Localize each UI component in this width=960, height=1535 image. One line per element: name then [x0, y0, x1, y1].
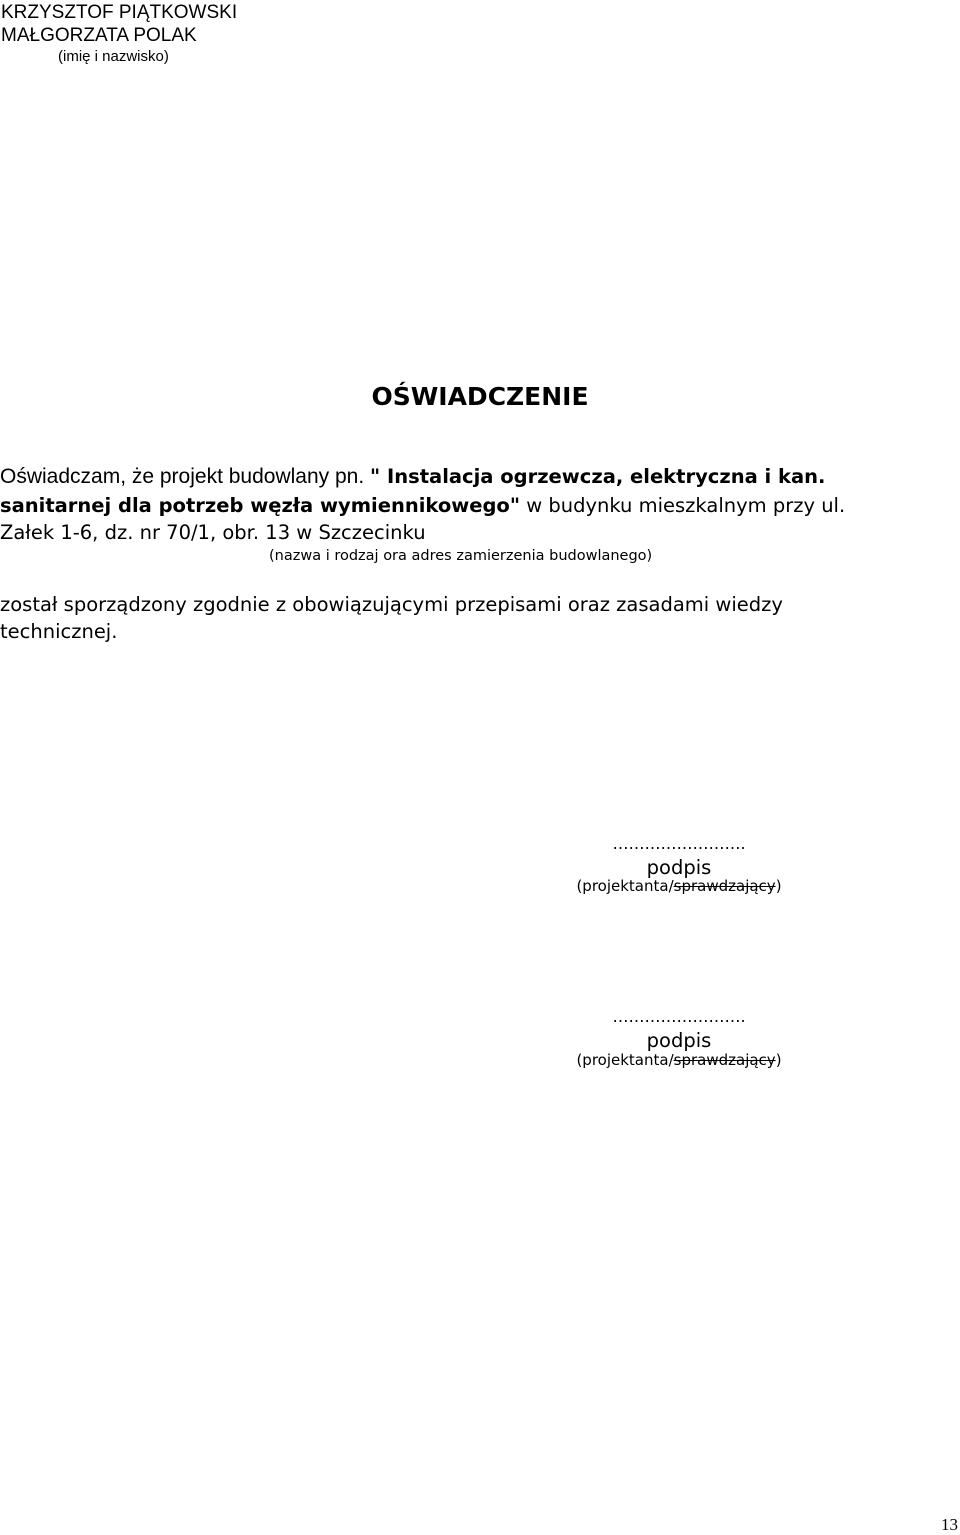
statement-line-4: został sporządzony zgodnie z obowiązującymi przepisami oraz zasadami wiedzy	[0, 593, 783, 616]
name-caption: (imię i nazwisko)	[58, 48, 169, 65]
signature-2-role-struck: sprawdzający	[673, 1051, 776, 1069]
author-name-1: KRZYSZTOF PIĄTKOWSKI	[1, 2, 238, 23]
statement-line-3: Załek 1-6, dz. nr 70/1, obr. 13 w Szczecinku	[0, 521, 426, 544]
page-number: 13	[941, 1515, 958, 1534]
signature-1-role	[449, 877, 909, 895]
statement-line-5: technicznej.	[0, 620, 118, 643]
signature-1-label: podpis	[646, 856, 712, 879]
signature-2-label: podpis	[646, 1029, 712, 1052]
signature-2-role-close: )	[775, 1051, 782, 1069]
author-name-2: MAŁGORZATA POLAK	[1, 25, 197, 46]
signature-2-role	[449, 1051, 909, 1069]
signature-1-role-open: (projektanta/	[576, 877, 674, 895]
signature-2-role-open: (projektanta/	[576, 1051, 674, 1069]
statement-line-1-bold: " Instalacja ogrzewcza, elektryczna i kan.	[370, 465, 826, 488]
statement-line-2	[0, 494, 845, 518]
document-title: OŚWIADCZENIE	[371, 382, 589, 411]
statement-line-1-plain: Oświadczam, że projekt budowlany pn.	[0, 465, 371, 488]
statement-line-2-plain: w budynku mieszkalnym przy ul.	[520, 494, 846, 517]
statement-line-2-bold: sanitarnej dla potrzeb węzła wymiennikowego"	[0, 494, 520, 517]
signature-1-role-struck: sprawdzający	[673, 877, 776, 895]
project-caption: (nazwa i rodzaj ora adres zamierzenia budowlanego)	[269, 548, 653, 564]
statement-line-1	[0, 465, 825, 489]
signature-1-role-close: )	[775, 877, 782, 895]
signature-1-dotted-line: …………………….	[612, 834, 746, 853]
signature-2-dotted-line: …………………….	[612, 1007, 746, 1026]
